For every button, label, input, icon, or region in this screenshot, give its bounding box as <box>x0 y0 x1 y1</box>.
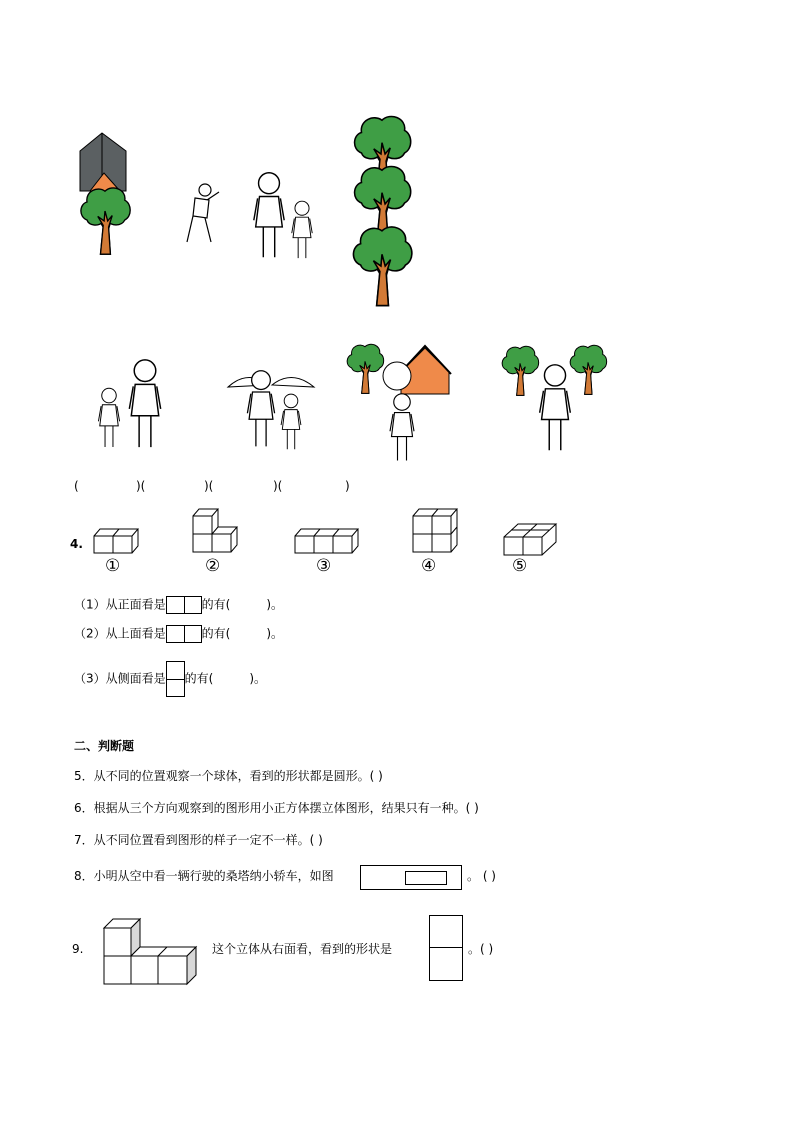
question-9-tail: 。( ) <box>468 942 494 956</box>
question-9-cube-figure <box>103 918 195 986</box>
answer-blank-4[interactable]: ) <box>345 479 350 493</box>
answer-blank-2[interactable]: )( <box>204 479 214 493</box>
question-5: 5．从不同的位置观察一个球体，看到的形状都是圆形。( ) <box>74 769 383 783</box>
cube-figure-4 <box>412 507 462 557</box>
answer-blank-1[interactable]: )( <box>136 479 146 493</box>
sub2-close: )。 <box>266 626 284 641</box>
question-4-number: 4. <box>70 537 83 551</box>
question-7: 7．从不同位置看到图形的样子一定不一样。( ) <box>74 833 323 847</box>
question-4-sub-2 <box>74 625 283 643</box>
question-4-sub-3 <box>74 661 266 697</box>
figure-label-5: ⑤ <box>512 556 528 576</box>
blank-paren-open: ( <box>74 479 79 493</box>
two-squares-horizontal-icon <box>166 625 202 643</box>
girl-figure-icon <box>288 198 316 262</box>
sub1-suffix: 的有( <box>201 597 231 612</box>
child-figure-icon <box>183 182 221 246</box>
figure-label-2: ② <box>205 556 221 576</box>
mother-figure-icon <box>250 168 288 263</box>
view-image-c <box>345 340 455 465</box>
view-image-d <box>500 340 610 460</box>
divider-line <box>430 947 462 948</box>
sub2-suffix: 的有( <box>201 626 231 641</box>
view-image-b <box>228 365 314 455</box>
question-9-text: 这个立体从右面看，看到的形状是 <box>212 942 393 956</box>
cube-figure-3 <box>294 527 360 557</box>
sub1-prefix: （1）从正面看是 <box>74 597 166 612</box>
figure-label-3: ③ <box>316 556 332 576</box>
two-squares-vertical-icon <box>166 661 185 697</box>
tree-icon <box>350 218 414 312</box>
figure-label-1: ① <box>105 556 121 576</box>
question-4-sub-1 <box>74 596 283 614</box>
sub2-prefix: （2）从上面看是 <box>74 626 166 641</box>
two-squares-horizontal-icon <box>166 596 202 614</box>
answer-blank-3[interactable]: )( <box>273 479 283 493</box>
question-8-tail: 。 ( ) <box>467 869 496 883</box>
cube-figure-1 <box>93 527 143 557</box>
right-view-two-squares-diagram <box>429 915 463 981</box>
tree-icon <box>78 180 132 260</box>
sub1-close: )。 <box>266 597 284 612</box>
view-image-a <box>95 355 170 455</box>
cube-figure-2 <box>192 507 242 557</box>
question-8: 8．小明从空中看一辆行驶的桑塔纳小轿车，如图 <box>74 869 334 883</box>
sub3-suffix: 的有( <box>184 671 214 686</box>
sub3-prefix: （3）从侧面看是 <box>74 671 166 686</box>
question-6: 6．根据从三个方向观察到的图形用小正方体摆立体图形，结果只有一种。( ) <box>74 801 479 815</box>
car-top-view-diagram <box>360 865 462 890</box>
section-heading: 二、判断题 <box>74 739 135 753</box>
question-9-number: 9. <box>72 942 84 956</box>
cube-figure-5 <box>503 522 558 557</box>
figure-label-4: ④ <box>421 556 437 576</box>
car-roof-rect <box>405 871 447 885</box>
sub3-close: )。 <box>249 671 267 686</box>
